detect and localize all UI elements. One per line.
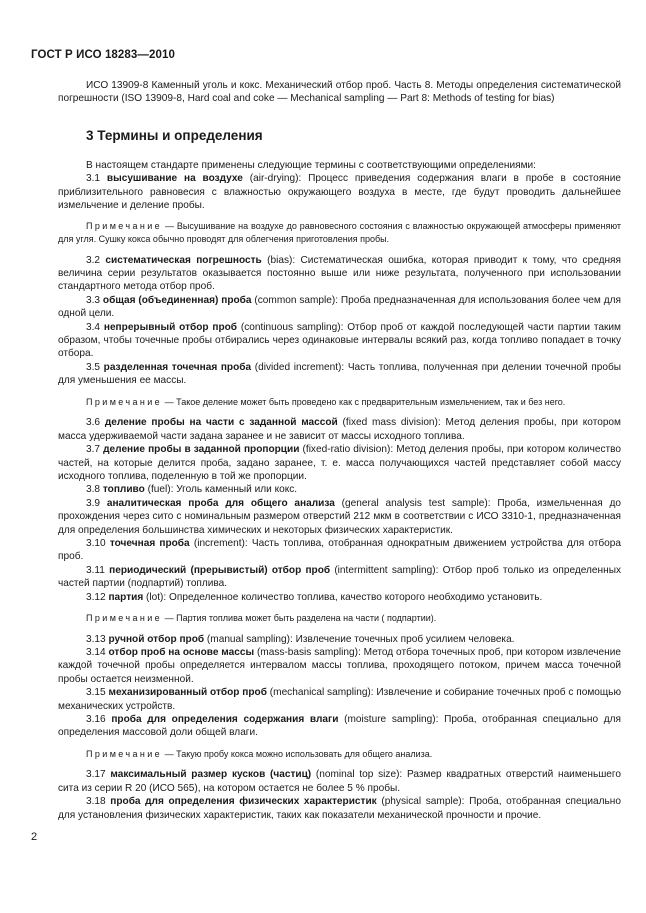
definition-text: (moisture sampling): Проба, отобранная специально для определения массовой доли общей влаги. — [58, 714, 622, 739]
note-text: — Такое деление может быть проведено как с предварительным измельчением, так и без него. — [162, 396, 566, 407]
definition-item — [58, 416, 621, 443]
definition-text: (lot): Определенное количество топлива, качество которого необходимо установить. — [143, 591, 543, 603]
definition-number: 3.1 — [86, 173, 107, 185]
definition-item — [58, 686, 621, 713]
section-intro: В настоящем стандарте применены следующие термины с соответствующими определениями: — [86, 159, 536, 171]
definition-number: 3.11 — [86, 564, 110, 576]
definition-term: разделенная точечная проба — [103, 361, 252, 373]
definition-number: 3.5 — [86, 361, 104, 373]
definition-item — [58, 537, 621, 564]
definition-item — [58, 443, 621, 483]
definition-number: 3.14 — [86, 646, 109, 658]
definition-term: периодический (прерывистый) отбор проб — [109, 564, 331, 576]
definition-item — [58, 497, 621, 537]
definition-term: максимальный размер кусков (частиц) — [110, 769, 312, 781]
definition-item — [58, 321, 621, 361]
definition-item — [58, 564, 621, 591]
definition-item — [58, 172, 621, 212]
definition-term: проба для определения физических характеристик — [110, 796, 377, 808]
page-number: 2 — [31, 831, 38, 843]
definition-text: (bias): Систематическая ошибка, которая приводит к тому, что средняя величина серии результатов оказывается постоянно выше или ниже результата, полученного при использовании стандартного метода отбор проб. — [58, 254, 621, 293]
definition-number: 3.3 — [86, 294, 103, 306]
definition-text: (nominal top size): Размер квадратных отверстий наименьшего сита из серии R 20 (ИСО 565), на котором остается не более 5 % пробы. — [58, 769, 621, 794]
document-header: ГОСТ Р ИСО 18283—2010 — [31, 49, 176, 61]
document-body — [58, 79, 621, 822]
normative-reference: ИСО 13909-8 Каменный уголь и кокс. Механический отбор проб. Часть 8. Методы определения систематической погрешности (ISO 13909-8, Hard coal and coke — Mechanical sampling — Part 8: Methods of testing for bias) — [58, 80, 621, 105]
definition-text: (common sample): Проба предназначенная для использования более чем для одной цели. — [58, 294, 621, 320]
definition-text: (fixed-ratio division): Метод деления пробы, при котором количество частей, на которые делится проба, задано заранее, т. е. масса получающихся частей представляет собой массу исходного топлива, поделенную в той же пропорции. — [58, 444, 621, 482]
definition-text: (mechanical sampling): Извлечение и собирание точечных проб с помощью механических устройств. — [58, 687, 622, 712]
definition-item — [58, 713, 621, 740]
note-text: — Партия топлива может быть разделена на части ( подпартии). — [162, 612, 437, 623]
definition-item — [58, 361, 621, 388]
definition-item — [58, 591, 621, 604]
definition-text: (physical sample): Проба, отобранная специально для установления физических характеристик, таких как показатели механической прочности и прочие. — [58, 796, 621, 821]
definition-item — [58, 795, 621, 822]
definition-term: аналитическая проба для общего анализа — [106, 497, 335, 509]
definition-number: 3.4 — [86, 321, 104, 333]
definition-text: (fuel): Уголь каменный или кокс. — [144, 484, 298, 496]
definition-number: 3.9 — [86, 497, 107, 509]
definition-text: (air-drying): Процесс приведения содержания влаги в пробе в состояние приблизительного равновесия с влажностью окружающего воздуха в месте, где будут проводить дальнейшее измельчение и деление пробы. — [58, 173, 621, 212]
definition-term: механизированный отбор проб — [108, 687, 267, 699]
definition-item — [58, 768, 621, 795]
definition-number: 3.13 — [86, 633, 109, 645]
definition-term: систематическая погрешность — [105, 254, 262, 266]
definition-text: (increment): Часть топлива, отобранная однократным движением устройства для отбора проб. — [58, 537, 621, 563]
definition-term: деление пробы в заданной пропорции — [103, 444, 300, 456]
definition-number: 3.17 — [86, 769, 111, 781]
note-text: — Высушивание на воздухе до равновесного состояния с влажностью окружающей атмосферы применяют для угля. Сушку кокса обычно проводят для облегчения приготовления пробы. — [58, 221, 621, 245]
definition-note — [58, 220, 621, 245]
definition-text: (fixed mass division): Метод деления пробы, при котором масса удерживаемой части задана заранее и не зависит от массы исходного топлива. — [58, 417, 621, 442]
definition-note — [58, 396, 621, 409]
definition-term: высушивание на воздухе — [106, 173, 243, 185]
definition-text: (intermittent sampling): Отбор проб только из определенных частей партии (подпартий) топлива. — [58, 564, 622, 590]
definition-term: деление пробы на части с заданной массой — [104, 417, 338, 429]
definition-term: отбор проб на основе массы — [108, 646, 255, 658]
definition-text: (continuous sampling): Отбор проб от каждой последующей части партии таким образом, чтобы точечные пробы отбирались через одинаковые интервалы всякий раз, когда топливо попадает в точку отбора. — [58, 321, 621, 360]
definition-note — [58, 748, 621, 761]
definitions-list — [58, 172, 621, 822]
section-title: 3 Термины и определения — [86, 127, 263, 143]
definition-number: 3.16 — [86, 714, 112, 725]
definition-term: партия — [108, 591, 144, 603]
note-label: Примечание — [86, 396, 163, 407]
definition-number: 3.12 — [86, 591, 109, 603]
definition-text: (manual sampling): Извлечение точечных проб усилием человека. — [204, 633, 515, 645]
definition-term: ручной отбор проб — [108, 633, 205, 645]
definition-note — [58, 612, 621, 625]
definition-item — [58, 254, 621, 294]
definition-term: точечная проба — [109, 537, 190, 549]
definition-text: (mass-basis sampling): Метод отбора точечных проб, при котором извлечение каждой точечной пробы определяется интервалом массы топлива, проходящего потоком, причем масса точечной пробы остается неизменной. — [58, 646, 621, 685]
note-label: Примечание — [86, 221, 163, 232]
note-label: Примечание — [86, 612, 163, 623]
definition-item — [58, 646, 621, 686]
definition-item — [58, 294, 621, 321]
definition-number: 3.2 — [86, 254, 106, 266]
definition-text: (divided increment): Часть топлива, полученная при делении точечной пробы для уменьшения ее массы. — [58, 361, 621, 387]
definition-number: 3.8 — [86, 484, 103, 496]
definition-number: 3.7 — [86, 444, 104, 456]
definition-number: 3.18 — [86, 796, 111, 808]
definition-term: общая (объединенная) проба — [102, 294, 252, 306]
note-label: Примечание — [86, 748, 163, 759]
definition-item — [58, 633, 621, 646]
note-text: — Такую пробу кокса можно использовать для общего анализа. — [162, 748, 433, 759]
definition-term: топливо — [102, 484, 145, 496]
definition-term: непрерывный отбор проб — [103, 321, 238, 333]
definition-text: (general analysis test sample): Проба, измельченная до прохождения через сито с номинальным размером отверстий 212 мкм в соответствии с ИСО 3310-1, предназначенная для определения большинства химических и некоторых физических характеристик. — [58, 497, 621, 536]
definition-item — [58, 483, 621, 496]
definition-number: 3.10 — [86, 537, 110, 549]
definition-number: 3.6 — [86, 417, 105, 429]
definition-term: проба для определения содержания влаги — [111, 714, 339, 725]
definition-number: 3.15 — [86, 687, 109, 699]
